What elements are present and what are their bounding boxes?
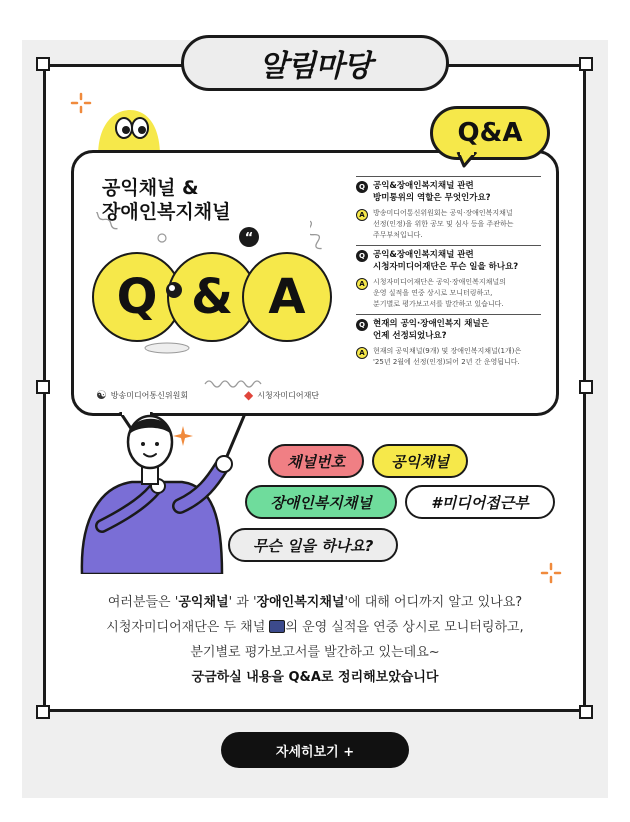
org1-label: 방송미디어통신위원회 [110,390,189,400]
answer-mark-icon: A [356,209,368,221]
view-more-button[interactable] [221,732,409,768]
answer-text [373,277,506,310]
circle-a [242,252,332,342]
question-line: 공익&장애인복지채널 관련 [373,250,474,260]
description-line2 [60,615,570,640]
desc-bold: 궁금하실 내용을 Q&A로 정리해보았습니다 [191,670,439,685]
presenter-character [72,406,252,574]
frame-corner [36,57,50,71]
sparkle-icon [173,426,193,446]
quote-icon [238,226,260,248]
kcmf-logo-icon: ◆ [244,388,254,402]
question-row [356,180,541,204]
circle-a-label: A [268,269,306,325]
org-logo-kcc [96,388,188,402]
desc-text: 여러분들은 ' [107,595,179,610]
answer-line: 시청자미디어재단은 공익·장애인복지채널의 [373,278,506,286]
desc-bold: 공익채널 [178,595,229,610]
answer-line: 선정(인정)을 위한 공모 및 심사 등을 주관하는 [373,220,514,228]
question-row [356,318,541,342]
shadow-decoration [142,340,192,356]
page-title [181,35,449,91]
squiggle-decoration [203,370,273,390]
taegeuk-icon: ☯ [96,388,107,402]
question-line: 시청자미디어재단은 무슨 일을 하나요? [373,262,519,272]
answer-line: 운영 실적을 연중 상시로 모니터링하고, [373,289,493,297]
squiggle-decoration [310,206,350,256]
question-mark-icon: Q [356,250,368,262]
desc-text: ' 과 ' [228,595,257,610]
dot-character [164,280,184,300]
answer-row [356,208,541,241]
qa-item [356,245,541,314]
desc-text: 의 운영 실적을 연중 상시로 모니터링하고, [285,620,524,635]
qa-badge-label: Q&A [457,118,523,148]
description-line4 [60,665,570,690]
answer-row [356,277,541,310]
circle-q-label: Q [116,269,158,325]
question-text [373,318,489,342]
description-line1 [60,590,570,615]
description [60,590,570,690]
tag-label: 장애인복지채널 [270,493,372,512]
qa-item [356,176,541,245]
answer-line: 주무부처입니다. [373,231,423,239]
desc-text: 시청자미디어재단은 두 채널 [106,620,266,635]
tag-label: 채널번호 [287,452,345,471]
page-title-text: 알림마당 [259,49,371,84]
small-circle-decoration [156,232,168,244]
answer-text [373,346,521,368]
answer-mark-icon: A [356,347,368,359]
answer-line: 분기별로 평가보고서를 발간하고 있습니다. [373,300,504,308]
question-line: 방미통위의 역할은 무엇인가요? [373,193,491,203]
tv-icon [269,620,285,633]
question-row [356,249,541,273]
qa-list [356,176,541,372]
tag-label: 무슨 일을 하나요? [252,536,374,555]
tag-public-channel [372,444,468,478]
card-title-line1: 공익채널 & [102,177,199,199]
frame-corner [579,57,593,71]
question-line: 현재의 공익·장애인복지 채널은 [373,319,489,329]
badge-tail [456,152,480,168]
tag-welfare-channel [245,485,397,519]
qa-badge [430,106,550,160]
question-text [373,249,518,273]
sparkle-icon [540,562,562,584]
qa-item [356,314,541,372]
question-mark-icon: Q [356,181,368,193]
frame-corner [579,705,593,719]
sparkle-icon [70,92,92,114]
answer-mark-icon: A [356,278,368,290]
answer-row [356,346,541,368]
question-line: 언제 선정되었나요? [373,331,447,341]
org2-label: 시청자미디어재단 [257,390,320,400]
frame-corner [36,705,50,719]
question-mark-icon: Q [356,319,368,331]
question-text [373,180,491,204]
card-title-line2: 장애인복지채널 [102,201,231,223]
view-more-label: 자세히보기 + [275,744,355,760]
org-logo-kcmf [244,388,319,402]
squiggle-decoration [78,212,118,252]
tag-label: #미디어접근부 [431,493,529,512]
circle-and-label: & [191,269,233,325]
tag-what-do-they-do [228,528,398,562]
description-line3: 분기별로 평가보고서를 발간하고 있는데요~ [190,645,440,660]
answer-line: '25년 2월에 선정(인정)되어 2년 간 운영됩니다. [373,358,520,366]
tag-label: 공익채널 [391,452,449,471]
answer-line: 현재의 공익채널(9개) 및 장애인복지채널(1개)은 [373,347,522,355]
desc-text: '에 대해 어디까지 알고 있나요? [344,595,523,610]
answer-line: 방송미디어통신위원회는 공익·장애인복지채널 [373,209,513,217]
question-line: 공익&장애인복지채널 관련 [373,181,474,191]
peeking-character [94,106,164,156]
frame-corner [579,380,593,394]
tag-media-access [405,485,555,519]
answer-text [373,208,514,241]
card-title [102,176,230,224]
desc-bold: 장애인복지채널 [256,595,345,610]
frame-corner [36,380,50,394]
tag-channel-number [268,444,364,478]
svg-text:“: “ [244,231,254,246]
